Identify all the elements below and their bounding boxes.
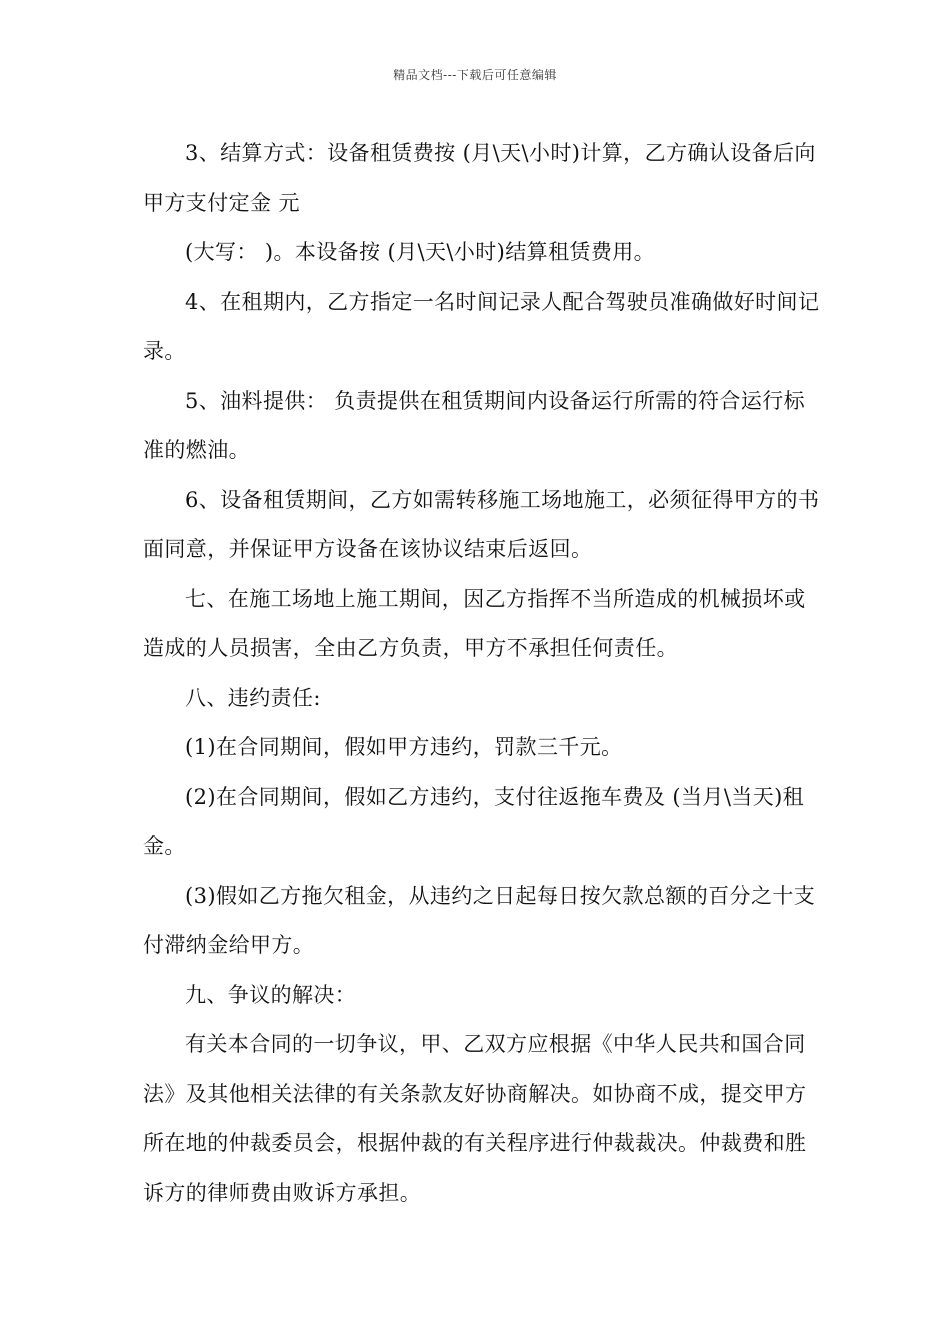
paragraph-time-record: 4、在租期内，乙方指定一名时间记录人配合驾驶员准确做好时间记录。 bbox=[143, 289, 820, 363]
paragraph-breach-party-a: (1)在合同期间，假如甲方违约，罚款三千元。 bbox=[185, 735, 623, 759]
paragraph-construction-liability: 七、在施工场地上施工期间，因乙方指挥不当所造成的机械损坏或造成的人员损害，全由乙方负责，甲方不承担任何责任。 bbox=[143, 586, 806, 660]
paragraph-late-payment: (3)假如乙方拖欠租金，从违约之日起每日按欠款总额的百分之十支付滞纳金给甲方。 bbox=[143, 883, 816, 957]
section-heading-dispute: 九、争议的解决： bbox=[185, 982, 357, 1007]
paragraph-settlement-uppercase: (大写： )。本设备按 (月\天\小时)结算租赁费用。 bbox=[185, 240, 656, 264]
paragraph-breach-party-b: (2)在合同期间，假如乙方违约，支付往返拖车费及 (当月\当天)租金。 bbox=[143, 784, 805, 858]
page-header: 精品文档---下载后可任意编辑 bbox=[393, 68, 557, 82]
section-heading-breach: 八、违约责任: bbox=[185, 685, 321, 710]
paragraph-fuel-supply: 5、油料提供： 负责提供在租赁期间内设备运行所需的符合运行标准的燃油。 bbox=[143, 388, 806, 462]
paragraph-dispute-resolution: 有关本合同的一切争议，甲、乙双方应根据《中华人民共和国合同法》及其他相关法律的有关条款友好协商解决。如协商不成，提交甲方所在地的仲裁委员会，根据仲裁的有关程序进行仲裁裁决。仲裁费和胜诉方的律师费由败诉方承担。 bbox=[143, 1032, 807, 1205]
document-body bbox=[143, 129, 823, 1218]
paragraph-site-transfer: 6、设备租赁期间，乙方如需转移施工场地施工，必须征得甲方的书面同意，并保证甲方设备在该协议结束后返回。 bbox=[143, 487, 820, 561]
paragraph-settlement-method: 3、结算方式：设备租赁费按 (月\天\小时)计算，乙方确认设备后向甲方支付定金 元 bbox=[143, 141, 816, 215]
